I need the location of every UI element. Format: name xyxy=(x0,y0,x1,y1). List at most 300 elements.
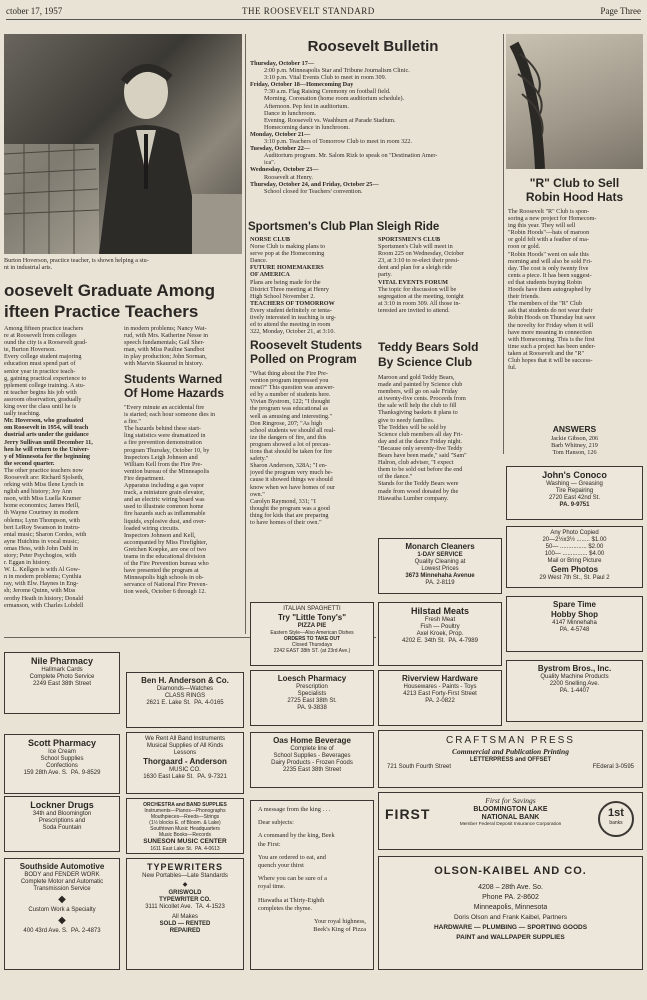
text-line: tively interested in teaching is urg- xyxy=(250,314,336,322)
ad-title: John's Conoco xyxy=(542,470,607,480)
text-line: the program was educational as xyxy=(250,405,329,413)
ad-title: Hobby Shop xyxy=(550,610,599,619)
ad-line xyxy=(129,904,241,911)
text-line: program showed a lot of precau- xyxy=(250,440,331,448)
text-line: Friday, October 18—Homecoming Day xyxy=(250,81,354,89)
text-line: OF AMERICA xyxy=(250,271,290,279)
text-line: 2:00 p.m. Minneapolis Star and Tribune Journalism Clinic. xyxy=(264,67,410,75)
ad-line: 3673 Minnehaha Avenue xyxy=(405,573,475,579)
ad-title: FIRST xyxy=(385,806,431,822)
text-line: Homecoming dance in lunchroom. xyxy=(264,123,350,131)
caption-line: nt in industrial arts. xyxy=(4,264,53,272)
ad-line: ITALIAN SPAGHETTI xyxy=(283,606,341,612)
text-line: Every college student majoring xyxy=(4,353,82,361)
text-line: the second quarter. xyxy=(4,459,55,467)
poll-body xyxy=(250,370,374,526)
ad-line: 34th and Bloomington xyxy=(32,811,92,817)
text-line: Hoods have them autographed by xyxy=(508,286,592,294)
text-line: terested are invited to attend. xyxy=(378,306,450,314)
ad-title: Oas Home Beverage xyxy=(273,736,351,745)
text-line: TEACHERS OF TOMORROW xyxy=(250,299,335,307)
ad-line: 29 West 7th St., St. Paul 2 xyxy=(539,575,610,581)
text-line: nt teacher begins his job with xyxy=(4,388,77,396)
ad-line: PA. 9-3838 xyxy=(297,705,327,711)
text-line: Thursday, October 17— xyxy=(250,60,315,67)
ad-title: Scott Pharmacy xyxy=(27,738,97,748)
text-line: te, Burton Hoverson. xyxy=(4,346,56,354)
ad-griswold-typewriter xyxy=(126,858,244,970)
r-club-body xyxy=(508,208,642,371)
text-line: Maroon and gold Teddy Bears, xyxy=(378,374,455,381)
ad-line: Quality Cleaning at xyxy=(414,559,466,565)
text-line: Sportsmen's Club will meet in xyxy=(378,243,453,251)
text-line: Don Ringrose, 207; "As high xyxy=(250,419,323,427)
column-rule xyxy=(503,34,504,454)
ad-line: Fish — Poultry xyxy=(420,624,460,630)
text-line: loaded wiring circuits. xyxy=(124,524,180,532)
text-line: members, will go on sale Friday xyxy=(378,388,458,396)
ad-king-message xyxy=(250,800,374,970)
text-line: The members of the "R" Club xyxy=(508,300,582,308)
ad-phone: PA. 4-0165 xyxy=(194,700,224,706)
text-line: Room 225 on Wednesday, October xyxy=(378,250,465,258)
teacher-illustration xyxy=(4,34,242,254)
headline-line: oosevelt Graduate Among xyxy=(4,281,215,300)
headline-line: "R" Club to Sell xyxy=(529,176,620,190)
teddy-headline xyxy=(378,340,502,370)
text-line: orothy Heath in history; Donald xyxy=(4,594,84,602)
text-line: servance of National Fire Preven- xyxy=(124,581,208,589)
price-qty: 100— xyxy=(544,551,561,557)
ad-line: Prescriptions and xyxy=(38,818,86,824)
text-line: day and at the dance Friday night. xyxy=(378,437,463,445)
text-line: 7:30 a.m. Flag Raising Ceremony on football field. xyxy=(264,88,391,96)
ad-line: Dairy Products - Frozen Foods xyxy=(271,760,353,766)
text-line: safety." xyxy=(250,455,269,463)
ad-line: ORCHESTRA and BAND SUPPLIES xyxy=(143,802,227,808)
ad-line: Eastern Style—Also American Dishes xyxy=(270,630,354,636)
sleigh-headline: Sportsmen's Club Plan Sleigh Ride xyxy=(248,221,440,233)
ad-line: Specialists xyxy=(297,691,327,697)
ad-title: Bystrom Bros., Inc. xyxy=(537,664,612,673)
text-line: n in modern problems; Cynthia xyxy=(4,573,82,581)
text-line: ling statistics were dramatized in xyxy=(124,432,206,440)
text-line: speech fundamentals; Gail Sher- xyxy=(124,339,205,347)
graduate-headline xyxy=(4,280,244,322)
ad-line: A message from the king . . . xyxy=(258,806,331,813)
ad-address: 2621 E. Lake St. xyxy=(146,700,191,706)
ad-line: REPAIRED xyxy=(169,928,201,934)
ad-line: (1½ blocks E. of Bloom. & Lake) xyxy=(149,820,221,826)
headline-line: Robin Hood Hats xyxy=(525,190,624,204)
bulletin-body xyxy=(250,60,500,195)
ad-line: Mail or Bring Picture xyxy=(547,558,602,564)
price-amount: $1.00 xyxy=(591,537,607,543)
ad-title: Riverview Hardware xyxy=(401,674,479,683)
text-line: segregation at the meeting, tonight xyxy=(378,292,464,300)
text-line: Club hopes that it will be success- xyxy=(508,356,593,364)
text-line: "Every minute an accidental fire xyxy=(124,404,205,411)
text-line: nglish and history; Joy Ann xyxy=(4,488,73,496)
text-line: their friends. xyxy=(508,293,540,301)
ad-line: quench your thirst xyxy=(258,862,304,870)
text-line: Inspectors Leigh Johnson and xyxy=(124,453,198,461)
text-line: pplement college training. A stu- xyxy=(4,381,85,389)
text-line: in play production; John Sorman, xyxy=(124,353,207,361)
ad-phone: PA. 9-7321 xyxy=(197,774,227,780)
fire-story-body xyxy=(124,404,244,596)
text-line: cause it showed things we should xyxy=(250,476,333,484)
ad-oas-home-beverage xyxy=(250,732,374,788)
text-line: thought the program was a good xyxy=(250,504,330,512)
ad-line: Hiawatha at Thirty-Eighth xyxy=(258,896,325,904)
text-line: School closed for Teachers' convention. xyxy=(264,187,363,195)
text-line: Tuesday, October 22— xyxy=(250,145,310,153)
graduate-story-col2 xyxy=(124,325,242,368)
ad-line: completes the rhyme. xyxy=(258,904,313,912)
text-line: made from wood donated by the xyxy=(378,487,459,495)
text-line: used to illustrate common home xyxy=(124,503,204,511)
ad-line: Commercial and Publication Printing xyxy=(452,747,569,756)
ad-line: 2242 EAST 38th ST. (at 23rd Ave.) xyxy=(273,648,351,654)
ad-title: CRAFTSMAN PRESS xyxy=(446,735,575,746)
answer-item: Barb Whitney, 219 xyxy=(551,442,598,450)
text-line: Evening. Roosevelt vs. Washburn at Parade Stadium. xyxy=(264,116,396,124)
ad-title: Spare Time xyxy=(553,600,596,609)
ad-line xyxy=(129,700,241,707)
ad-title: TYPEWRITERS xyxy=(146,862,223,872)
teddy-body xyxy=(378,374,502,502)
text-line: oblems; Lynn Thompson, with xyxy=(4,516,80,524)
ad-line: royal time. xyxy=(258,883,286,891)
text-line: of the Fire Prevention bureau who xyxy=(124,560,209,568)
ad-line: Hallmark Cards xyxy=(41,667,83,673)
text-line: High School November 2. xyxy=(250,292,315,300)
ad-line: PA. 1-4407 xyxy=(559,688,590,694)
ad-line xyxy=(129,774,241,781)
text-line: ually teaching. xyxy=(4,410,41,418)
text-line: Plans are being made for the xyxy=(250,278,321,286)
answer-item: Tom Hanson, 126 xyxy=(552,449,597,457)
ad-line: LETTERPRESS and OFFSET xyxy=(469,757,552,763)
ad-line: Instruments—Pianos—Phonographs xyxy=(144,808,226,814)
ad-title: OLSON-KAIBEL AND CO. xyxy=(434,865,587,877)
text-line: tions that should be taken for fire xyxy=(250,448,333,456)
price-amount: $2.00 xyxy=(588,544,604,550)
text-line: Stands for the Teddy Bears were xyxy=(378,480,459,488)
ad-bloomington-lake-bank xyxy=(378,792,643,850)
ad-line: All Makes xyxy=(171,914,198,920)
text-line: Thanksgiving baskets it plans to xyxy=(378,409,458,417)
text-line: and an electric wiring board was xyxy=(124,496,205,504)
ad-line: CLASS RINGS xyxy=(164,693,206,699)
text-line: Fire department. xyxy=(124,474,165,482)
photo-caption xyxy=(4,257,244,271)
text-line: Inspectors Johnson and Kell, xyxy=(124,531,196,539)
ad-line: Beek's King of Pizza xyxy=(313,926,366,934)
ad-line xyxy=(129,846,241,852)
text-line: ful. xyxy=(508,364,517,372)
bank-seal-icon xyxy=(598,801,634,837)
ad-line: 4147 Minnehaha xyxy=(552,620,597,626)
text-line: taken at Roosevelt and the "R" xyxy=(508,349,585,357)
text-line: Auditorium program. Mr. Salom Rizk to speak on "Destination Amer- xyxy=(264,152,438,160)
text-line: a fire prevention demonstration xyxy=(124,439,202,447)
ad-line: Music Books—Records xyxy=(159,832,211,838)
ad-line: NATIONAL BANK xyxy=(481,814,540,821)
ad-line: Closed Thursdays xyxy=(291,642,333,648)
text-line: Vivian Bystrom, 122; "I thought xyxy=(250,398,331,406)
text-line: ermanson, with Charles Lobdell xyxy=(4,601,84,609)
text-line: education must spend part of xyxy=(4,360,76,368)
caption-line: Burton Hoverson, practice teacher, is shown helping a stu- xyxy=(4,257,149,264)
ad-line: SOLD — RENTED xyxy=(159,921,211,927)
ad-line: Soda Fountain xyxy=(42,825,82,831)
ad-line: You are ordered to eat, and xyxy=(258,853,326,861)
ornament-icon: ◆ xyxy=(58,894,66,905)
ad-address: 3111 Nicollet Ave. xyxy=(145,904,193,910)
text-line: own." xyxy=(250,490,265,498)
ad-lockner-drugs xyxy=(4,796,120,852)
text-line: The Roosevelt "R" Club is spon- xyxy=(508,208,590,215)
ad-gem-photos xyxy=(506,526,643,588)
text-line: Halron, club adviser, "I expect xyxy=(378,459,454,467)
ad-title: Monarch Cleaners xyxy=(405,542,475,551)
ad-title: Gem Photos xyxy=(550,565,599,574)
price-qty: 50— xyxy=(545,544,559,550)
ad-line: First for Savings xyxy=(485,796,536,805)
text-line: cents a piece. It has been suggest- xyxy=(508,271,592,279)
text-line: The hazards behind these start- xyxy=(124,425,201,433)
ad-title: Try "Little Tony's" xyxy=(277,613,346,622)
ad-line: School Supplies xyxy=(40,756,84,762)
text-line: bert LeRoy Swanson in instru- xyxy=(4,523,80,531)
ad-line: Quality Machine Products xyxy=(540,674,609,680)
ad-line: Transmission Service xyxy=(33,886,91,892)
ad-line: Any Photo Copied xyxy=(550,530,599,536)
text-line: at twenty-five cents. Proceeds from xyxy=(378,395,466,403)
text-line: NORSE CLUB xyxy=(250,236,291,243)
headline-line: Of Home Hazards xyxy=(124,386,225,400)
ad-line: MUSIC CO. xyxy=(169,767,201,773)
seal-text: 1st xyxy=(608,807,624,819)
hoverson-photo xyxy=(4,34,242,254)
ad-address: 1630 East Lake St. xyxy=(143,774,194,780)
text-line: omas Hess, with John Dahl in xyxy=(4,544,78,552)
ad-line: 4213 East Forty-First Street xyxy=(403,691,477,697)
text-line: Gretchen Koepke, are one of two xyxy=(124,545,207,553)
text-line: r. Eggan in history. xyxy=(4,559,51,567)
text-line: assroom observation, gradually xyxy=(4,395,82,403)
ad-line: PA. 2-8119 xyxy=(425,580,455,586)
text-line: ayne Hutchins in vocal music; xyxy=(4,537,79,545)
ad-nile-pharmacy xyxy=(4,652,120,714)
ad-line: the First: xyxy=(258,840,281,848)
text-line: Monday, October 21— xyxy=(250,130,311,138)
ad-line xyxy=(7,928,117,935)
ad-line: Mouthpieces—Reeds—Strings xyxy=(150,814,220,820)
ad-line: 2235 East 38th Street xyxy=(282,767,342,773)
ad-title: Thorgaard - Anderson xyxy=(143,757,227,766)
ad-phone: FEderal 3-0595 xyxy=(592,764,634,770)
ad-monarch-cleaners xyxy=(378,538,502,594)
text-line: nson, with Miss Luella Kramer xyxy=(4,495,82,503)
ad-line: Doris Olson and Frank Kaibel, Partners xyxy=(453,914,568,921)
text-line: at 3:10 in room 309. All those in- xyxy=(378,299,461,307)
text-line: Afternoon. Pep fest in auditorium. xyxy=(264,102,349,110)
ad-title: Loesch Pharmacy xyxy=(277,674,347,683)
bulletin-title: Roosevelt Bulletin xyxy=(307,38,439,55)
text-line: Robin Hoods on Thursday but save xyxy=(508,314,596,322)
text-line: "Because only seventy-five Teddy xyxy=(378,444,463,452)
ad-phone: PA. 2-4873 xyxy=(71,928,101,934)
price-row: 50— ................ $2.00 xyxy=(545,544,604,550)
text-line: of the dance." xyxy=(378,473,413,481)
ad-line: We Rent All Band Instruments xyxy=(145,736,225,742)
text-line: serve pop at the Homecoming xyxy=(250,250,325,258)
ad-title: Nile Pharmacy xyxy=(30,656,94,666)
ad-line xyxy=(381,638,499,645)
club-news-right xyxy=(378,236,502,314)
ad-line: Member Federal Deposit Insurance Corporation xyxy=(459,822,562,827)
ad-address: 1611 East Lake St. xyxy=(150,846,193,852)
text-line: Norse Club is making plans to xyxy=(250,243,326,251)
text-line: "What thing about the Fire Pre- xyxy=(250,370,328,377)
ad-johns-conoco xyxy=(506,466,643,520)
text-line: have presented the program at xyxy=(124,567,199,575)
text-line: roon or gold. xyxy=(508,243,541,251)
ad-line: Phone PA. 2-8602 xyxy=(482,894,539,901)
text-line: The Teddies will be sold by xyxy=(378,423,447,431)
ad-title: Southside Automotive xyxy=(19,862,105,871)
text-line: vention program impressed you xyxy=(250,377,329,385)
text-line: Roosevelt are: Richard Sjolseth, xyxy=(4,473,84,481)
price-qty: 20—2½x3½ xyxy=(542,537,575,543)
column-rule xyxy=(245,34,246,634)
ad-line: ORDERS TO TAKE OUT xyxy=(283,636,341,642)
text-line: sh; Jerome Quinn, with Miss xyxy=(4,587,76,595)
text-line: Morning. Coronation (home room auditorium schedule). xyxy=(264,95,405,103)
text-line: re at Roosevelt from colleges xyxy=(4,332,77,340)
text-line: 322, Monday, October 21, at 3:10. xyxy=(250,328,336,336)
ad-title: Lockner Drugs xyxy=(30,800,94,810)
text-line: William Kell from the Fire Pre- xyxy=(124,460,203,468)
text-line: Hiawatha Lumber company. xyxy=(378,494,449,502)
answers-title: ANSWERS xyxy=(552,424,597,434)
ad-phone: PA. 9-8529 xyxy=(70,770,101,776)
text-line: dustrial arts under the guidance xyxy=(4,431,89,439)
hat-feather-illustration xyxy=(506,34,643,169)
ad-line: GRISWOLD xyxy=(168,890,202,896)
ad-address: 400 43rd Ave. S. xyxy=(23,928,68,934)
ad-line: Minneapolis, Minnesota xyxy=(473,904,548,911)
ad-line: Complete Motor and Automatic xyxy=(20,879,104,885)
ad-line: Washing — Greasing xyxy=(546,481,603,487)
text-line: The other practice teachers now xyxy=(4,466,84,474)
headline-line: ifteen Practice Teachers xyxy=(4,302,199,321)
ad-line: 2249 East 38th Street xyxy=(32,681,92,687)
ad-line: BLOOMINGTON LAKE xyxy=(473,806,548,813)
text-line: ound the city is a Roosevelt grad- xyxy=(4,339,88,347)
ad-line: Where you can be sure of a xyxy=(258,875,327,883)
text-line: FUTURE HOMEMAKERS xyxy=(250,264,324,272)
poll-headline xyxy=(250,338,374,366)
ad-line: TYPEWRITER CO. xyxy=(159,897,211,903)
text-line: ica". xyxy=(264,159,276,167)
text-line: program Thursday, October 10, by xyxy=(124,446,210,454)
ad-craftsman-press xyxy=(378,730,643,788)
text-line: Dance. xyxy=(250,257,268,265)
text-line: have more meaning in connection xyxy=(508,328,592,336)
ad-little-tonys xyxy=(250,602,374,666)
text-line: The topic for discussion will be xyxy=(378,285,457,293)
ad-suneson-music xyxy=(126,798,244,854)
ad-olson-kaibel xyxy=(378,856,643,970)
ad-line: Ice Cream xyxy=(48,749,76,755)
ad-phone: PA. 4-7989 xyxy=(448,638,478,644)
text-line: om Roosevelt in 1954, will teach xyxy=(4,424,89,432)
text-line: or gold felt with a feather of ma- xyxy=(508,236,589,244)
text-line: dent and plan for a sleigh ride xyxy=(378,264,452,272)
text-line: y of Minnesota for the beginning xyxy=(4,452,90,460)
ad-line: PAINT and WALLPAPER SUPPLIES xyxy=(456,934,565,941)
text-line: ed that students buying Robin xyxy=(508,278,582,286)
text-line: th Wayne Courtney in modern xyxy=(4,509,79,517)
text-line: with Homecoming. This is the first xyxy=(508,335,595,343)
fire-headline xyxy=(124,372,244,400)
ad-line: PIZZA PIE xyxy=(297,623,327,629)
text-line: thing for kids that are preparing xyxy=(250,511,329,519)
text-line: Apparatus including a gas vapor xyxy=(124,482,205,490)
text-line: Thursday, October 24, and Friday, October 25— xyxy=(250,180,379,188)
text-line: them to be sold out before the end xyxy=(378,466,463,474)
text-line: W. L. Kellgen is with Al Gow- xyxy=(4,566,81,574)
ad-line: Custom Work a Specialty xyxy=(28,907,96,913)
ad-line: Your royal highness, xyxy=(313,918,366,926)
text-line: Every student definitely or tenta- xyxy=(250,306,332,314)
ad-line xyxy=(381,764,640,771)
ad-line: Dear subjects: xyxy=(258,819,294,827)
ad-line: Lowest Prices xyxy=(421,566,459,572)
text-line: senior year in practice teach- xyxy=(4,367,76,375)
ad-line: PA. 9-9751 xyxy=(559,502,590,508)
text-line: morning and will also be sold Fri- xyxy=(508,257,593,265)
ad-phone: TA. 4-1523 xyxy=(195,904,225,910)
text-line: the sale will help the club to fill xyxy=(378,402,457,410)
text-line: VITAL EVENTS FORUM xyxy=(378,278,449,286)
ad-line: PA. 2-0822 xyxy=(425,698,455,704)
ad-line: Axel Kroek, Prop. xyxy=(416,631,464,637)
text-line: g, gaining practical experience to xyxy=(4,374,87,382)
ad-address: 721 South Fourth Street xyxy=(387,764,452,770)
text-line: ed by a number of students here. xyxy=(250,391,331,399)
ad-line: Housewares - Paints - Toys xyxy=(403,684,477,690)
issue-date: ctober 17, 1957 xyxy=(6,6,63,16)
price-row: 20—2½x3½ ........ $1.00 xyxy=(542,537,607,543)
text-line: Jerry Sullivan until December 11, xyxy=(4,438,93,446)
text-line: ed to attend the meeting in room xyxy=(250,321,331,329)
ad-line: 4208 – 28th Ave. So. xyxy=(478,884,543,891)
text-line: well as amusing and interesting." xyxy=(250,412,333,420)
page-header xyxy=(6,4,641,20)
text-line: Sharon Anderson, 328A; "I en- xyxy=(250,462,327,470)
ad-ben-anderson xyxy=(126,672,244,728)
text-line: ize the dangers of fire, and this xyxy=(250,433,327,441)
ad-phone: PA. 4-0613 xyxy=(195,846,220,852)
ad-line: 2720 East 42nd St. xyxy=(548,495,601,501)
club-news-left xyxy=(250,236,372,335)
text-line: Bears have been made," said "Sam" xyxy=(378,452,467,460)
